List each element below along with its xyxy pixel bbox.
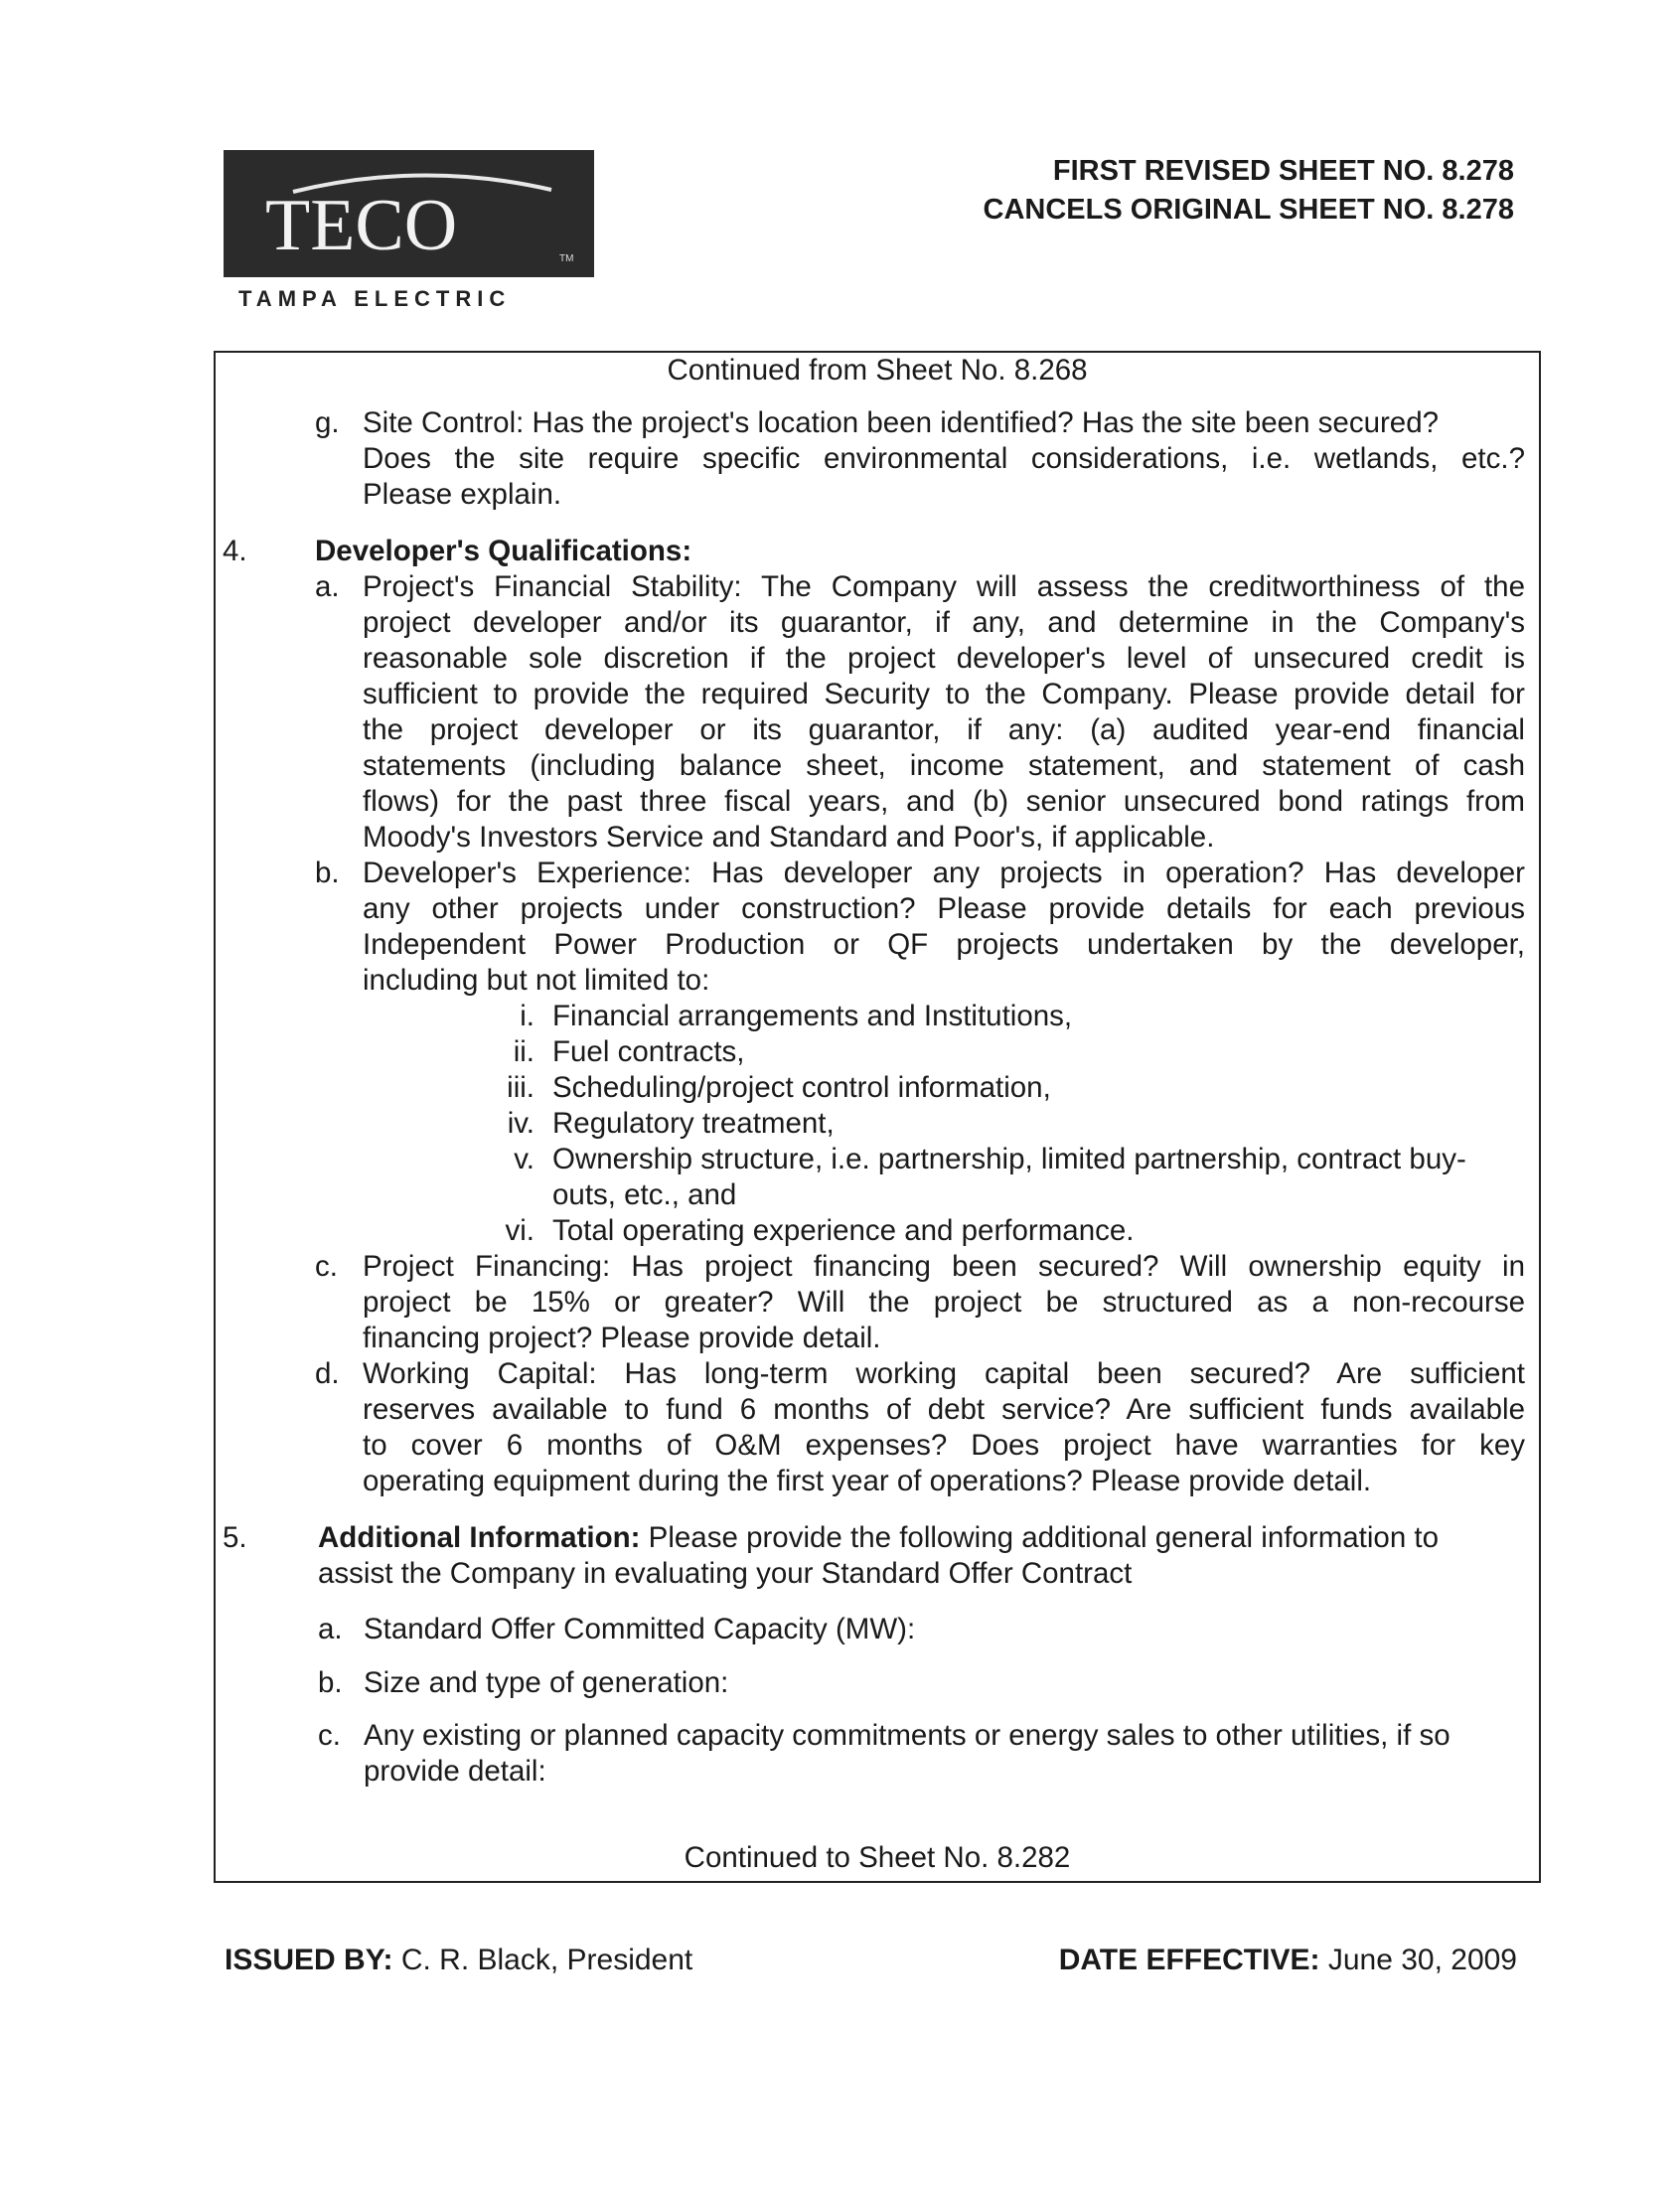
- subitem-vi-text: Total operating experience and performance.: [552, 1214, 1135, 1247]
- item-5c-marker: c.: [318, 1719, 341, 1752]
- item-5c-line-1: Any existing or planned capacity commitments or energy sales to other utilities, if so: [364, 1719, 1451, 1752]
- item-5b-text: Size and type of generation:: [364, 1666, 729, 1699]
- date-effective-label: DATE EFFECTIVE:: [1058, 1944, 1320, 1976]
- section-4-heading: Developer's Qualifications:: [315, 535, 692, 567]
- subitem-vi-marker: vi.: [505, 1214, 535, 1247]
- item-4a-line-3: reasonable sole discretion if the project developer's level of unsecured credit is: [363, 642, 1525, 675]
- subitem-iii-marker: iii.: [507, 1071, 535, 1104]
- subitem-i-text: Financial arrangements and Institutions,: [552, 1000, 1073, 1032]
- item-4a-line-4: sufficient to provide the required Security to the Company. Please provide detail for: [363, 678, 1525, 710]
- item-4a-line-6: statements (including balance sheet, income statement, and statement of cash: [363, 749, 1525, 782]
- section-5-intro-line-1: [318, 1520, 1525, 1556]
- subitem-ii-text: Fuel contracts,: [552, 1035, 745, 1068]
- subitem-ii-marker: ii.: [513, 1035, 535, 1068]
- section-4-number: 4.: [223, 535, 247, 567]
- item-g-line-3: Please explain.: [363, 478, 562, 511]
- item-4b-line-1: Developer's Experience: Has developer any projects in operation? Has developer: [363, 857, 1525, 889]
- date-effective: [1059, 1944, 1517, 1977]
- item-5b-marker: b.: [318, 1666, 343, 1699]
- item-4c-line-2: project be 15% or greater? Will the project be structured as a non-recourse: [363, 1286, 1525, 1319]
- subitem-v-text: Ownership structure, i.e. partnership, limited partnership, contract buy-: [552, 1143, 1466, 1175]
- subitem-i-marker: i.: [520, 1000, 535, 1032]
- item-4b-line-3: Independent Power Production or QF projects undertaken by the developer,: [363, 928, 1525, 961]
- sheet-number: FIRST REVISED SHEET NO. 8.278: [1052, 155, 1514, 187]
- item-4a-line-7: flows) for the past three fiscal years, and (b) senior unsecured bond ratings from: [363, 785, 1525, 818]
- cancels-sheet: CANCELS ORIGINAL SHEET NO. 8.278: [983, 194, 1514, 226]
- continued-to: Continued to Sheet No. 8.282: [684, 1841, 1071, 1874]
- item-4b-marker: b.: [315, 857, 340, 889]
- item-4d-line-3: to cover 6 months of O&M expenses? Does project have warranties for key: [363, 1429, 1525, 1462]
- teco-logo: [224, 150, 594, 277]
- subitem-iii-text: Scheduling/project control information,: [552, 1071, 1051, 1104]
- subitem-iv-text: Regulatory treatment,: [552, 1107, 835, 1140]
- item-4c-line-3: financing project? Please provide detail.: [363, 1322, 881, 1354]
- item-g-marker: g.: [315, 406, 340, 439]
- item-4a-marker: a.: [315, 570, 340, 603]
- logo-trademark: TM: [559, 253, 574, 264]
- issued-by-label: ISSUED BY:: [225, 1944, 393, 1976]
- issued-by-value: C. R. Black, President: [400, 1944, 693, 1976]
- item-g-line-1: Site Control: Has the project's location been identified? Has the site been secured?: [363, 406, 1440, 439]
- section-5-number: 5.: [223, 1521, 247, 1554]
- subitem-iv-marker: iv.: [507, 1107, 535, 1140]
- date-effective-value: June 30, 2009: [1327, 1944, 1517, 1976]
- subitem-v-text-cont: outs, etc., and: [552, 1178, 737, 1211]
- logo-text: TECO: [265, 185, 458, 266]
- item-g-line-2: Does the site require specific environmental considerations, i.e. wetlands, etc.?: [363, 442, 1525, 475]
- item-4d-line-2: reserves available to fund 6 months of debt service? Are sufficient funds available: [363, 1393, 1525, 1426]
- item-4d-line-4: operating equipment during the first year of operations? Please provide detail.: [363, 1465, 1372, 1497]
- section-5-intro-1: Please provide the following additional general information to: [648, 1521, 1440, 1554]
- item-4a-line-8: Moody's Investors Service and Standard and Poor's, if applicable.: [363, 821, 1215, 854]
- continued-from: Continued from Sheet No. 8.268: [667, 354, 1088, 387]
- item-4d-marker: d.: [315, 1357, 340, 1390]
- sheet-header: [984, 152, 1514, 230]
- item-4d-line-1: Working Capital: Has long-term working capital been secured? Are sufficient: [363, 1357, 1525, 1390]
- logo-subtitle: TAMPA ELECTRIC: [238, 286, 512, 311]
- item-4c-line-1: Project Financing: Has project financing been secured? Will ownership equity in: [363, 1250, 1525, 1283]
- item-5c-line-2: provide detail:: [364, 1755, 546, 1788]
- section-5-heading: Additional Information:: [318, 1521, 641, 1554]
- item-4b-line-2: any other projects under construction? Please provide details for each previous: [363, 892, 1525, 925]
- item-4a-line-1: Project's Financial Stability: The Company will assess the creditworthiness of the: [363, 570, 1525, 603]
- item-4c-marker: c.: [315, 1250, 338, 1283]
- item-4a-line-2: project developer and/or its guarantor, if any, and determine in the Company's: [363, 606, 1525, 639]
- section-5-intro-line-2: assist the Company in evaluating your Standard Offer Contract: [318, 1557, 1133, 1590]
- subitem-v-marker: v.: [514, 1143, 535, 1175]
- item-4a-line-5: the project developer or its guarantor, if any: (a) audited year-end financial: [363, 713, 1525, 746]
- item-5a-marker: a.: [318, 1613, 343, 1645]
- item-4b-line-4: including but not limited to:: [363, 964, 710, 997]
- item-5a-text: Standard Offer Committed Capacity (MW):: [364, 1613, 916, 1645]
- issued-by: [225, 1944, 692, 1977]
